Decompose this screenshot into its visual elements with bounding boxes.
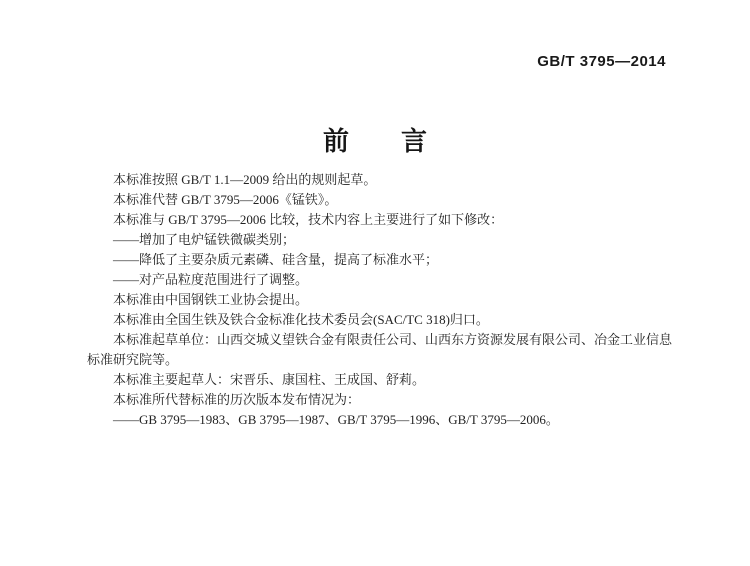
- paragraph: ——对产品粒度范围进行了调整。: [113, 272, 309, 287]
- paragraph: 本标准由全国生铁及铁合金标准化技术委员会(SAC/TC 318)归口。: [113, 312, 489, 327]
- paragraph: 本标准与 GB/T 3795—2006 比较，技术内容上主要进行了如下修改：: [113, 212, 504, 227]
- page-title: 前 言: [322, 126, 427, 157]
- paragraph: 本标准所代替标准的历次版本发布情况为：: [113, 392, 361, 407]
- paragraph: 本标准主要起草人：宋晋乐、康国柱、王成国、舒莉。: [113, 372, 426, 387]
- paragraph: ——降低了主要杂质元素磷、硅含量，提高了标准水平；: [113, 252, 439, 267]
- foreword-body: [87, 170, 677, 430]
- standard-number: GB/T 3795—2014: [537, 53, 666, 70]
- paragraph: 本标准按照 GB/T 1.1—2009 给出的规则起草。: [113, 172, 377, 187]
- paragraph: ——GB 3795—1983、GB 3795—1987、GB/T 3795—1996、GB/T 3795—2006。: [113, 412, 559, 427]
- paragraph: 本标准起草单位：山西交城义望铁合金有限责任公司、山西东方资源发展有限公司、冶金工业信息标准研究院等。: [87, 332, 673, 367]
- paragraph: 本标准代替 GB/T 3795—2006《锰铁》。: [113, 192, 338, 207]
- paragraph: ——增加了电炉锰铁微碳类别；: [113, 232, 296, 247]
- paragraph: 本标准由中国钢铁工业协会提出。: [113, 292, 309, 307]
